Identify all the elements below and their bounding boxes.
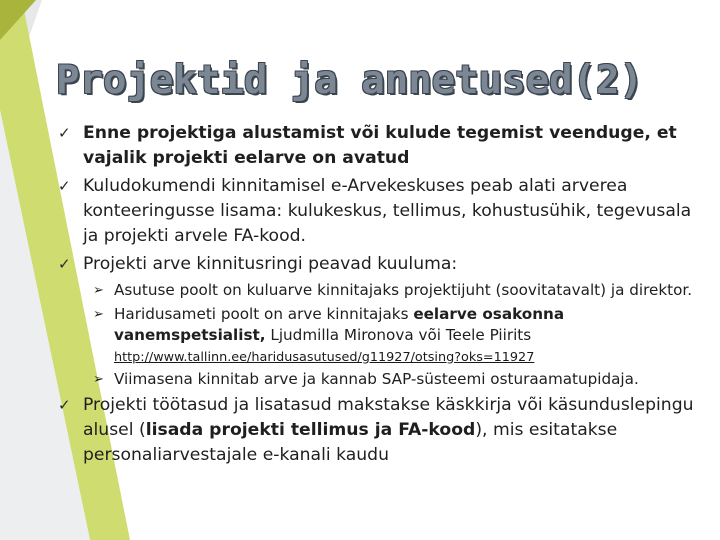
bullet-4	[56, 393, 706, 468]
sub-bullet-2-pre: Haridusameti poolt on arve kinnitajaks	[114, 305, 414, 323]
sub-bullet-1	[56, 280, 706, 301]
slide-title: Projektid ja annetused(2)	[56, 58, 643, 103]
sub-bullet-1-text: Asutuse poolt on kuluarve kinnitajaks projektijuht (soovitatavalt) ja direktor.	[114, 281, 693, 299]
haridusasutused-link[interactable]: http://www.tallinn.ee/haridusasutused/g11927/otsing?oks=11927	[114, 350, 535, 365]
sub-bullet-3-text: Viimasena kinnitab arve ja kannab SAP-süsteemi osturaamatupidaja.	[114, 370, 639, 388]
checkmark-icon: ✓	[58, 396, 71, 414]
slide-content	[56, 121, 706, 471]
bullet-2-text: Kuludokumendi kinnitamisel e-Arvekeskuses peab alati arverea konteeringusse lisama: kulukeskus, tellimus, kohustusühik, tegevusala ja projekti arvele FA-kood.	[83, 176, 692, 246]
arrow-right-icon: ➢	[93, 372, 104, 387]
sub-bullet-2-post: Ljudmilla Mironova või Teele Piirits	[265, 326, 532, 344]
arrow-right-icon: ➢	[93, 307, 104, 322]
bullet-2	[56, 174, 706, 249]
sub-bullet-3	[56, 369, 706, 390]
checkmark-icon: ✓	[58, 177, 71, 195]
checkmark-icon: ✓	[58, 255, 71, 273]
bullet-4-bold: lisada projekti tellimus ja FA-kood	[145, 420, 476, 440]
sub-bullet-2	[56, 304, 706, 346]
bullet-1	[56, 121, 706, 171]
bullet-4-post: ), mis esitatakse personaliarvestajale e-kanali kaudu	[83, 420, 618, 465]
bullet-1-text: Enne projektiga alustamist või kulude tegemist veenduge, et vajalik projekti eelarve on avatud	[83, 123, 677, 168]
checkmark-icon: ✓	[58, 124, 71, 142]
bullet-3	[56, 252, 706, 277]
arrow-right-icon: ➢	[93, 283, 104, 298]
bullet-3-text: Projekti arve kinnitusringi peavad kuuluma:	[83, 254, 458, 274]
sub-bullet-2-bold: eelarve osakonna vanemspetsialist,	[114, 305, 565, 344]
bullet-4-pre: Projekti töötasud ja lisatasud makstakse käskkirja või käsunduslepingu alusel (	[83, 395, 694, 440]
link-line	[56, 349, 706, 367]
